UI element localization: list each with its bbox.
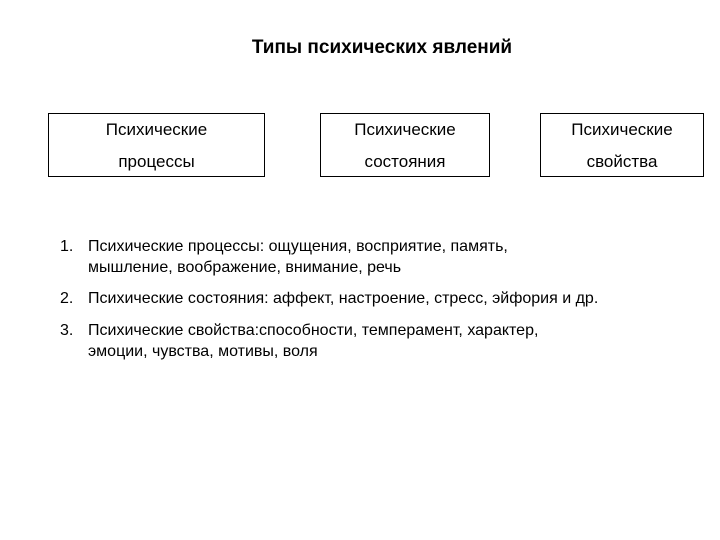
box-label-line1: Психические bbox=[571, 120, 673, 139]
list-item-number: 1. bbox=[60, 238, 74, 255]
list-item-number: 3. bbox=[60, 322, 74, 339]
types-list bbox=[60, 236, 700, 362]
list-item-text-line1: Психические состояния: аффект, настроение, стресс, эйфория и др. bbox=[88, 290, 599, 307]
list-item bbox=[60, 288, 700, 309]
list-item bbox=[60, 320, 700, 362]
box-label-line1: Психические bbox=[105, 120, 208, 139]
box-label-line2: процессы bbox=[118, 152, 195, 171]
page-title: Типы психических явлений bbox=[251, 37, 513, 58]
list-item-text-line2: эмоции, чувства, мотивы, воля bbox=[88, 343, 318, 360]
list-item-number: 2. bbox=[60, 290, 74, 307]
box-label-line2: состояния bbox=[364, 152, 446, 171]
list-item-text-line1: Психические свойства:способности, темперамент, характер, bbox=[88, 322, 539, 339]
list-item-text-line1: Психические процессы: ощущения, восприятие, память, bbox=[88, 238, 508, 255]
list-item-text-line2: мышление, воображение, внимание, речь bbox=[88, 259, 402, 276]
box-label-line2: свойства bbox=[586, 152, 658, 171]
box-psychic-processes bbox=[48, 113, 265, 177]
list-item bbox=[60, 236, 700, 278]
box-psychic-properties bbox=[540, 113, 704, 177]
box-psychic-states bbox=[320, 113, 490, 177]
box-label-line1: Психические bbox=[354, 120, 456, 139]
